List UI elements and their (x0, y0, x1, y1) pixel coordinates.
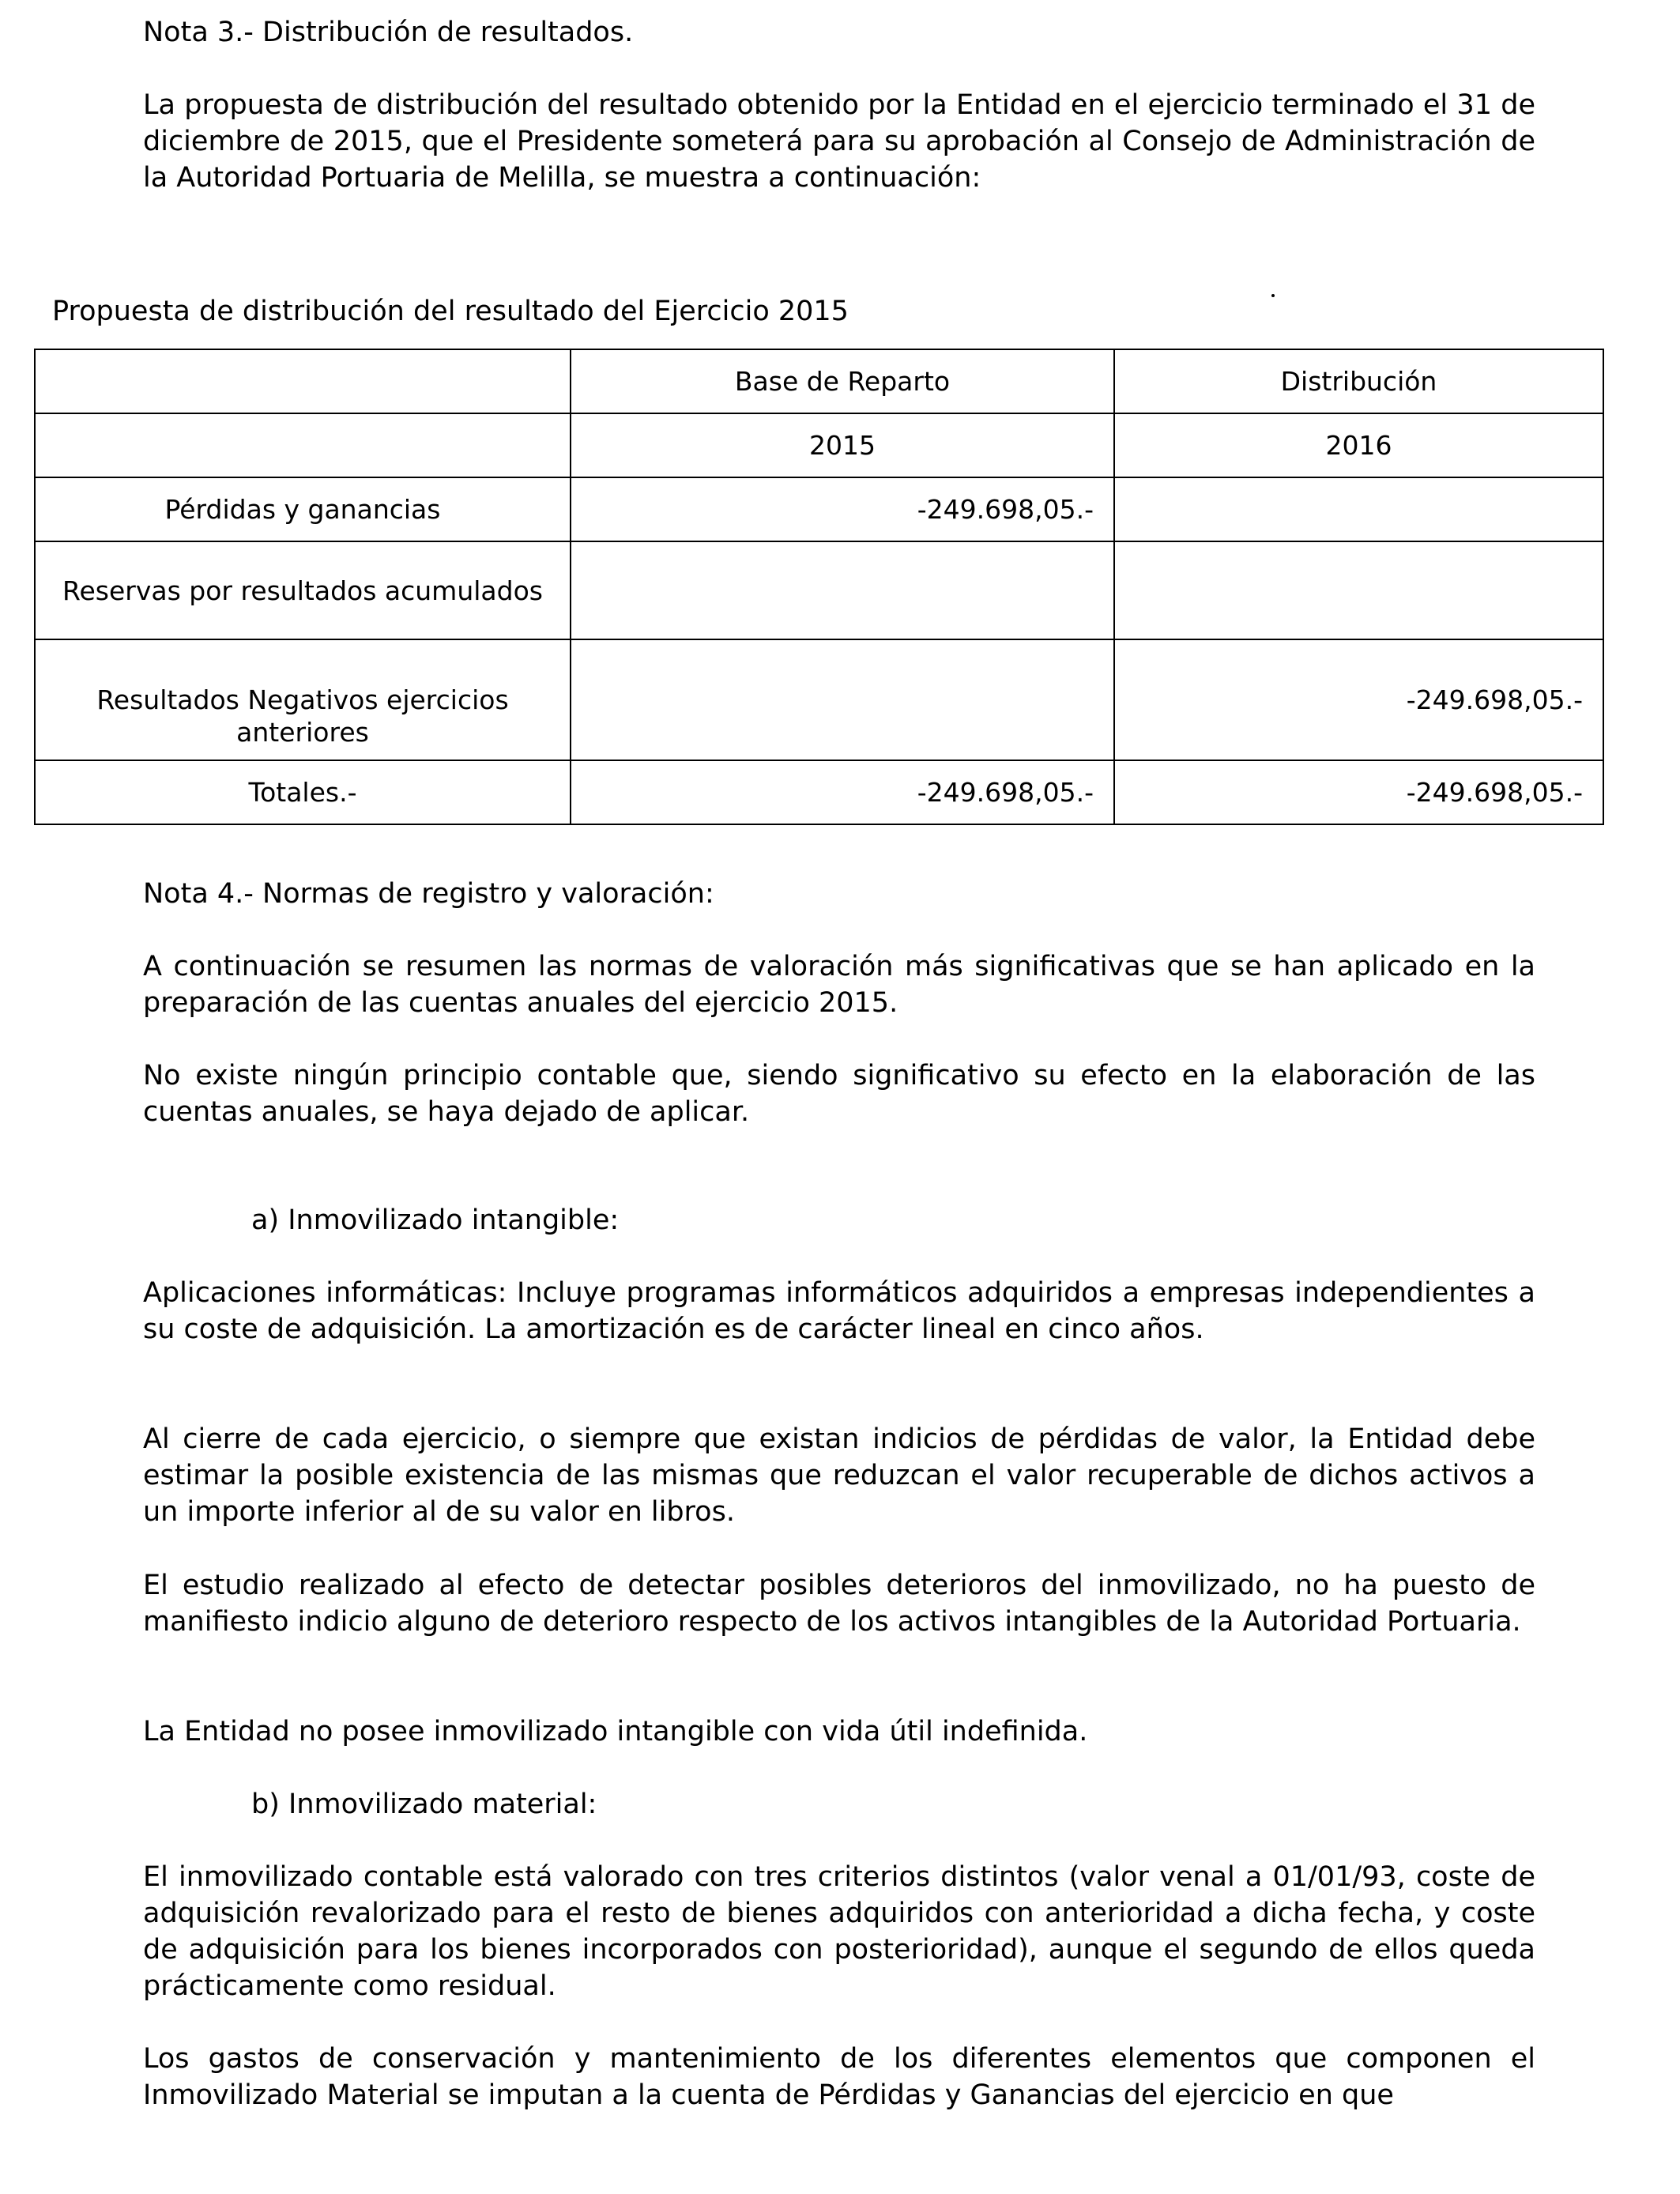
nota3-intro: La propuesta de distribución del resultado obtenido por la Entidad en el ejercicio terminado el 31 de diciembre de 2015, que el Presidente someterá para su aprobación al Consejo de Administración de la Autoridad Portuaria de Melilla, se muestra a continuación: (143, 89, 1535, 194)
row-label: Pérdidas y ganancias (35, 477, 571, 541)
table-totals-row (35, 760, 1603, 824)
nota4-heading: Nota 4.- Normas de registro y valoración: (143, 878, 714, 910)
row-label: Reservas por resultados acumulados (35, 541, 571, 639)
section-b-heading: b) Inmovilizado material: (251, 1789, 597, 1820)
row-dist-value: -249.698,05.- (1114, 760, 1603, 824)
nota4-paragraph: No existe ningún principio contable que, siendo significativo su efecto en la elaboración de las cuentas anuales, se haya dejado de aplicar. (143, 1060, 1535, 1128)
section-b-paragraph: El inmovilizado contable está valorado con tres criterios distintos (valor venal a 01/01/93, coste de adquisición revalorizado para el resto de bienes adquiridos con anterioridad a dicha fecha, y coste de adquisición para los bienes incorporados con posterioridad), aunque el segundo de ellos queda prácticamente como residual. (143, 1861, 1535, 2002)
section-a-paragraph: Aplicaciones informáticas: Incluye programas informáticos adquiridos a empresas independientes a su coste de adquisición. La amortización es de carácter lineal en cinco años. (143, 1277, 1535, 1345)
distribution-table (34, 349, 1604, 825)
section-a-paragraph: La Entidad no posee inmovilizado intangible con vida útil indefinida. (143, 1716, 1088, 1747)
table-year-empty-cell (35, 413, 571, 477)
table-corner-cell (35, 349, 571, 413)
row-dist-value (1114, 541, 1603, 639)
section-a-heading: a) Inmovilizado intangible: (251, 1204, 620, 1236)
nota4-paragraph: A continuación se resumen las normas de valoración más significativas que se han aplicado en la preparación de las cuentas anuales del ejercicio 2015. (143, 951, 1535, 1019)
row-label: Totales.- (35, 760, 571, 824)
section-b-paragraph: Los gastos de conservación y mantenimiento de los diferentes elementos que componen el Inmovilizado Material se imputan a la cuenta de Pérdidas y Ganancias del ejercicio en que (143, 2043, 1535, 2111)
row-dist-value: -249.698,05.- (1114, 639, 1603, 760)
row-label: Resultados Negativos ejercicios anteriores (35, 639, 571, 760)
stray-dot-mark (1271, 294, 1275, 297)
table-row (35, 541, 1603, 639)
table-year-row (35, 413, 1603, 477)
row-base-value (571, 541, 1114, 639)
row-base-value: -249.698,05.- (571, 760, 1114, 824)
row-dist-value (1114, 477, 1603, 541)
header-base-de-reparto: Base de Reparto (571, 349, 1114, 413)
nota3-heading: Nota 3.- Distribución de resultados. (143, 17, 634, 48)
table-header-row (35, 349, 1603, 413)
header-distribucion: Distribución (1114, 349, 1603, 413)
row-base-value (571, 639, 1114, 760)
header-year-2015: 2015 (571, 413, 1114, 477)
table-row (35, 477, 1603, 541)
table-row (35, 639, 1603, 760)
section-a-paragraph: El estudio realizado al efecto de detectar posibles deterioros del inmovilizado, no ha puesto de manifiesto indicio alguno de deterioro respecto de los activos intangibles de la Autoridad Portuaria. (143, 1570, 1535, 1638)
row-base-value: -249.698,05.- (571, 477, 1114, 541)
header-year-2016: 2016 (1114, 413, 1603, 477)
table-caption: Propuesta de distribución del resultado del Ejercicio 2015 (52, 296, 849, 327)
section-a-paragraph: Al cierre de cada ejercicio, o siempre que existan indicios de pérdidas de valor, la Entidad debe estimar la posible existencia de las mismas que reduzcan el valor recuperable de dichos activos a un importe inferior al de su valor en libros. (143, 1423, 1535, 1528)
